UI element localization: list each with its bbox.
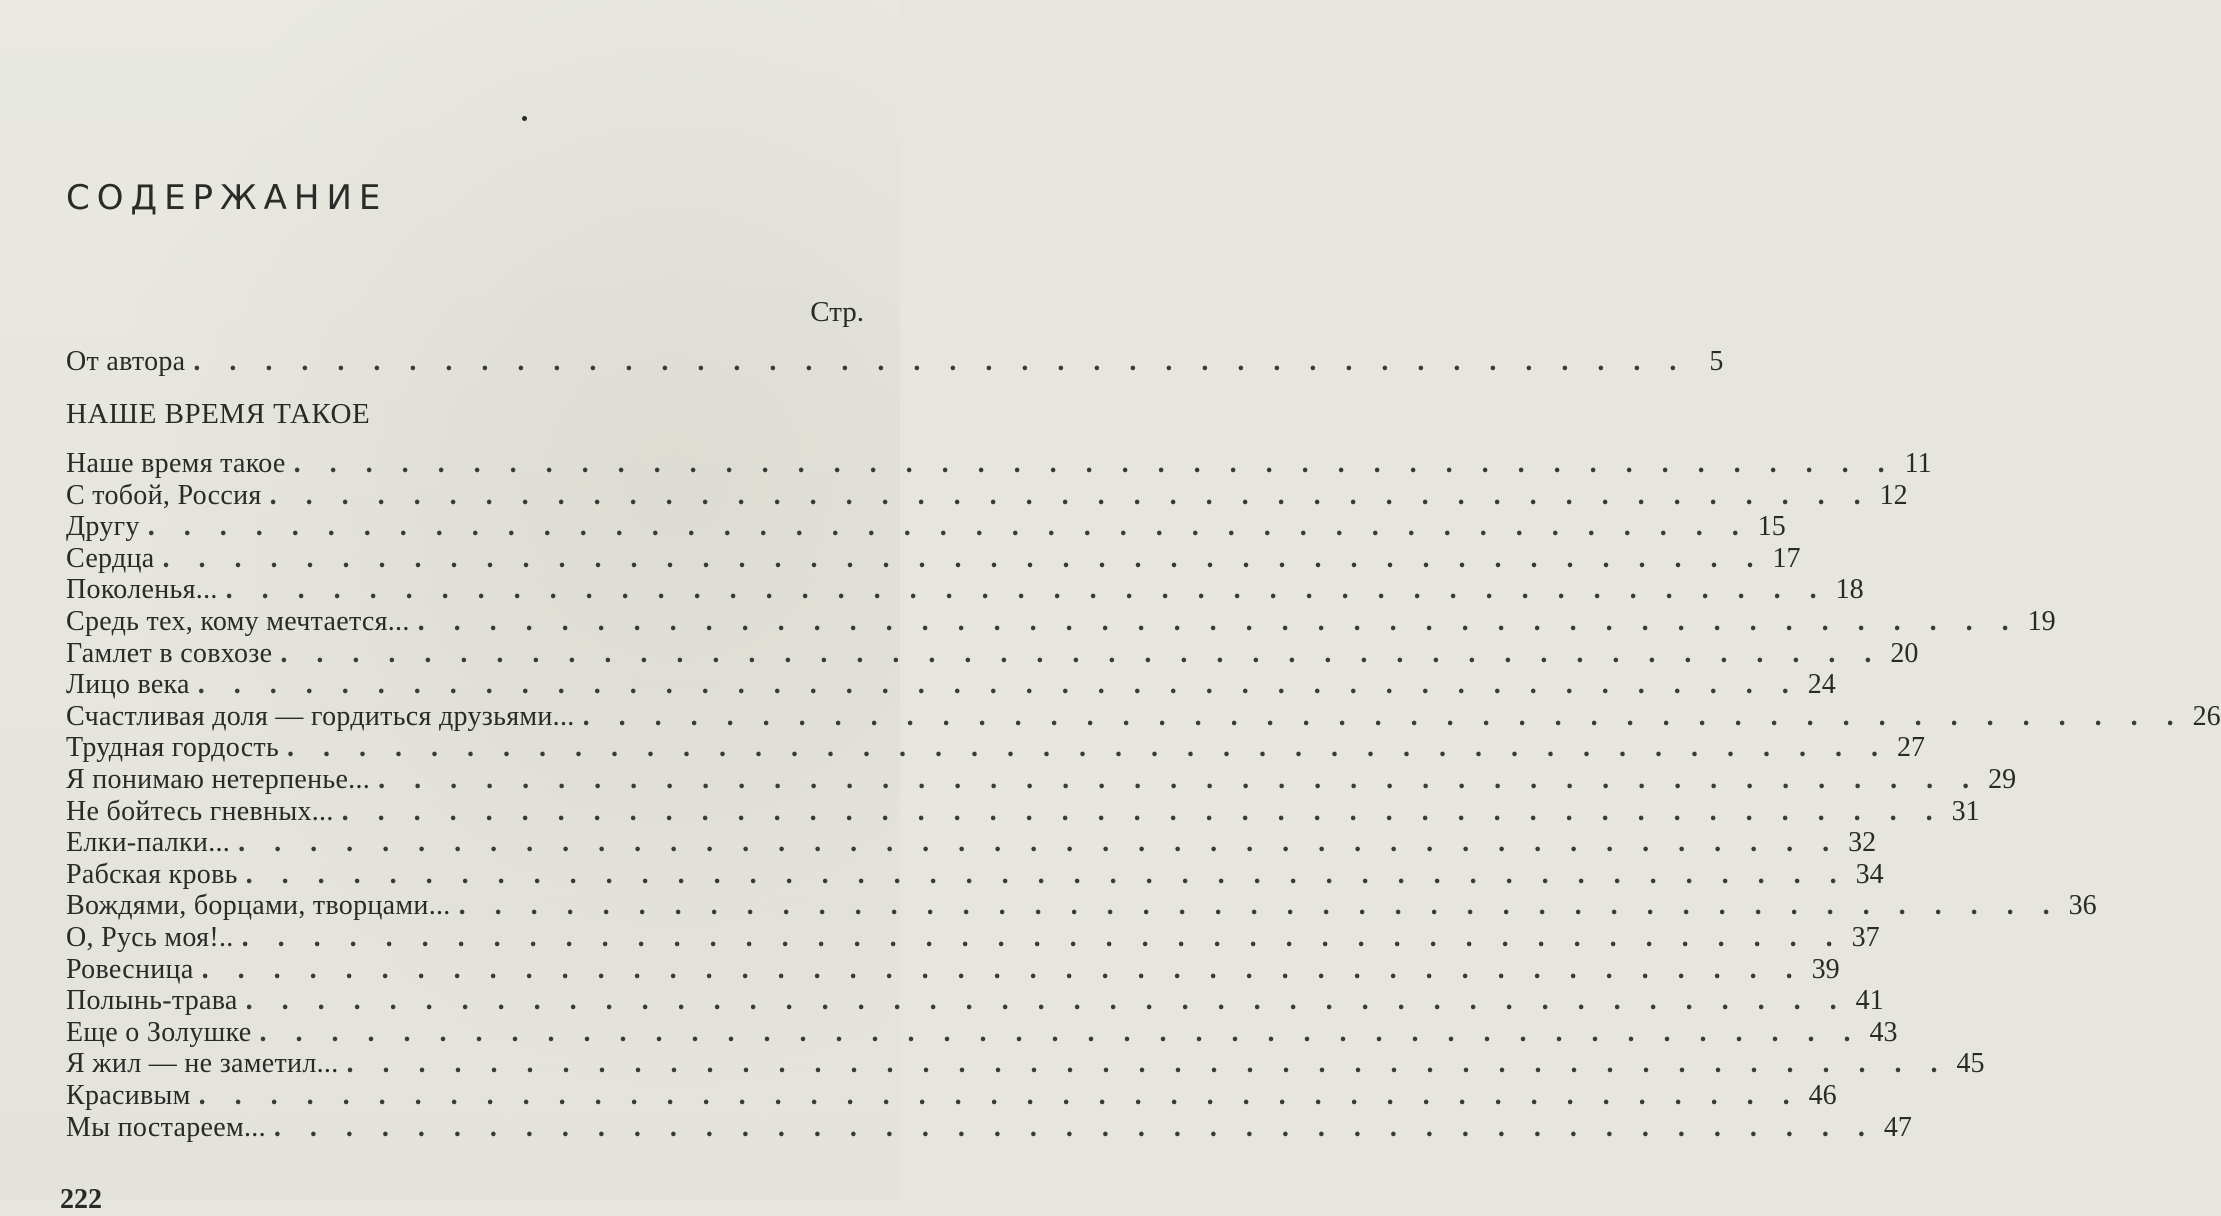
toc-entry-title: От автора (66, 346, 186, 377)
toc-entry[interactable] (66, 541, 1801, 575)
dot-leader: . . . . . . . . . . . . . . . . . . . . . . . . . . . . . . . . . . . . . . . . . . . . . (198, 1080, 1801, 1111)
dot-leader: . . . . . . . . . . . . . . . . . . . . . . . . . . . . . . . . . . . . . . . . . . . . . (162, 542, 1765, 574)
dot-leader: . . . . . . . . . . . . . . . . . . . . . . . . . . . . . . . . . . . . . . . . . . . . . (245, 858, 1848, 890)
dot-leader: . . . . . . . . . . . . . . . . . . . . . . . . . . . . . . . . . . . . . . . . . . . . . (346, 1048, 1949, 1080)
toc-entry[interactable] (66, 857, 1884, 891)
toc-entry-page: 41 (1855, 985, 1884, 1017)
page-number: 222 (60, 1184, 102, 1215)
toc-entry-page: 46 (1808, 1080, 1837, 1111)
dot-leader: . . . . . . . . . . . . . . . . . . . . . . . . . . . . . . . . . . . . . . . . . . . . . (197, 669, 1800, 701)
toc-entry-page: 20 (1890, 637, 1919, 669)
toc-entry-page: 34 (1855, 858, 1884, 890)
toc-entry[interactable] (66, 920, 1880, 954)
toc-entry-title: Полынь-трава (66, 985, 238, 1017)
toc-entry[interactable] (66, 572, 1864, 606)
dot-leader: . . . . . . . . . . . . . . . . . . . . . . . . . . . . . . . . . . . . . . . . . . . . . (273, 1111, 1876, 1143)
dot-leader: . . . . . . . . . . . . . . . . . . . . . . . . . . . . . . . . . . . . . . . . . . . . . (341, 795, 1944, 827)
toc-entry[interactable] (66, 762, 2017, 796)
dot-leader: . . . . . . . . . . . . . . . . . . . . . . . . . . . . . . . . . . . . . . . . . . . . . (458, 890, 2061, 922)
toc-entry-page: 12 (1879, 479, 1908, 511)
toc-entry-title: Ровесница (66, 953, 194, 985)
toc-entry[interactable] (66, 344, 1724, 378)
toc-entry[interactable] (66, 794, 1980, 828)
toc-entry-title: Рабская кровь (66, 858, 238, 890)
toc-entry-page: 24 (1807, 669, 1836, 701)
dot-leader: . . . . . . . . . . . . . . . . . . . . . . . . . . . . . . . . . . . . . . . . . . . . . (287, 732, 1890, 764)
toc-entry-title: Гамлет в совхозе (66, 637, 273, 669)
toc-entry[interactable] (66, 446, 1932, 480)
toc-entry-title: Красивым (66, 1080, 191, 1111)
toc-entry-title: Вождями, борцами, творцами... (66, 890, 451, 922)
toc-entry[interactable] (66, 1046, 1985, 1080)
toc-entry-page: 39 (1811, 953, 1840, 985)
toc-entry[interactable] (66, 888, 2097, 922)
toc-entry-page: 17 (1772, 542, 1801, 574)
toc-entry-page: 27 (1897, 732, 1926, 764)
toc-entry-title: Другу (66, 511, 140, 543)
toc-entry[interactable] (66, 952, 1840, 986)
toc-entry[interactable] (66, 509, 1786, 543)
dot-leader: . . . . . . . . . . . . . . . . . . . . . . . . . . . . . . . . . . . . . . . . . . . . . (293, 448, 1896, 479)
toc-entry-page: 26 (2192, 700, 2221, 732)
toc-entry-title: Счастливая доля — гордиться друзьями... (66, 700, 575, 732)
toc-entry-page: 32 (1848, 827, 1877, 859)
toc-entry[interactable] (66, 730, 1926, 764)
toc-entry[interactable] (66, 699, 2221, 733)
dot-leader: . . . . . . . . . . . . . . . . . . . . . . . . . . . . . . . . . . . . . . . . . . . . . (225, 574, 1828, 606)
dot-leader: . . . . . . . . . . . . . . . . . . . . . . . . . . . . . . . . . . . . . . . . . . (193, 346, 1688, 377)
dot-leader: . . . . . . . . . . . . . . . . . . . . . . . . . . . . . . . . . . . . . . . . . . . . . (238, 827, 1841, 859)
dot-leader: . . . . . . . . . . . . . . . . . . . . . . . . . . . . . . . . . . . . . . . . . . . . . (201, 953, 1804, 985)
toc-entry[interactable] (66, 1015, 1898, 1049)
toc-entry-title: О, Русь моя!.. (66, 922, 234, 953)
dot-leader: . . . . . . . . . . . . . . . . . . . . . . . . . . . . . . . . . . . . . . . . . . . . . (241, 922, 1844, 953)
toc-entry-page: 15 (1757, 511, 1786, 543)
dot-leader: . . . . . . . . . . . . . . . . . . . . . . . . . . . . . . . . . . . . . . . . . . . . . (417, 606, 2020, 637)
toc-entry-page: 45 (1956, 1048, 1985, 1080)
dot-leader: . . . . . . . . . . . . . . . . . . . . . . . . . . . . . . . . . . . . . . . . . . . . . (245, 985, 1848, 1017)
stray-dot (522, 116, 527, 121)
toc-entry-page: 31 (1951, 795, 1980, 827)
toc-entry-page: 19 (2027, 606, 2056, 637)
toc-entry-page: 47 (1883, 1111, 1912, 1143)
dot-leader: . . . . . . . . . . . . . . . . . . . . . . . . . . . . . . . . . . . . . . . . . . . . . (269, 479, 1872, 511)
toc-entry-title: Средь тех, кому мечтается... (66, 606, 410, 637)
toc-entry-page: 37 (1851, 922, 1880, 953)
dot-leader: . . . . . . . . . . . . . . . . . . . . . . . . . . . . . . . . . . . . . . . . . . . . . (259, 1016, 1862, 1048)
toc-entry-title: Не бойтесь гневных... (66, 795, 334, 827)
toc-entry[interactable] (66, 1078, 1837, 1112)
toc-entry-title: Трудная гордость (66, 732, 280, 764)
toc-entry[interactable] (66, 636, 1919, 670)
toc-entry-title: Еще о Золушке (66, 1016, 252, 1048)
toc-entry-title: Сердца (66, 542, 155, 574)
toc-entry-title: Мы постареем... (66, 1111, 266, 1143)
toc-entry-page: 11 (1904, 448, 1932, 479)
dot-leader: . . . . . . . . . . . . . . . . . . . . . . . . . . . . . . . . . . . . . . . . . . . . . (280, 637, 1883, 669)
toc-entry-page: 29 (1988, 764, 2017, 795)
toc-entry[interactable] (66, 667, 1836, 701)
toc-entry[interactable] (66, 478, 1908, 512)
toc-entry[interactable] (66, 983, 1884, 1017)
toc-entry-title: Елки-палки... (66, 827, 231, 859)
toc-entry-title: Лицо века (66, 669, 190, 701)
toc-entry-title: Я понимаю нетерпенье... (66, 764, 371, 795)
toc-entry-page: 18 (1835, 574, 1864, 606)
toc-entry-title: Наше время такое (66, 448, 286, 479)
page-title: СОДЕРЖАНИЕ (66, 178, 388, 218)
page-column-label: Стр. (810, 296, 864, 328)
toc-entry-title: С тобой, Россия (66, 479, 262, 511)
dot-leader: . . . . . . . . . . . . . . . . . . . . . . . . . . . . . . . . . . . . . . . . . . . . . (582, 700, 2185, 732)
toc-entry-page: 36 (2068, 890, 2097, 922)
dot-leader: . . . . . . . . . . . . . . . . . . . . . . . . . . . . . . . . . . . . . . . . . . . . . (147, 511, 1750, 543)
toc-entry[interactable] (66, 825, 1877, 859)
toc-entry-page: 43 (1869, 1016, 1898, 1048)
dot-leader: . . . . . . . . . . . . . . . . . . . . . . . . . . . . . . . . . . . . . . . . . . . . . (378, 764, 1981, 795)
section-heading: НАШЕ ВРЕМЯ ТАКОЕ (66, 398, 371, 430)
toc-entry-title: Я жил — не заметил... (66, 1048, 339, 1080)
toc-entry[interactable] (66, 604, 2056, 638)
toc-entry-page: 5 (1709, 346, 1724, 377)
toc-entry[interactable] (66, 1110, 1912, 1144)
toc-entry-title: Поколенья... (66, 574, 218, 606)
